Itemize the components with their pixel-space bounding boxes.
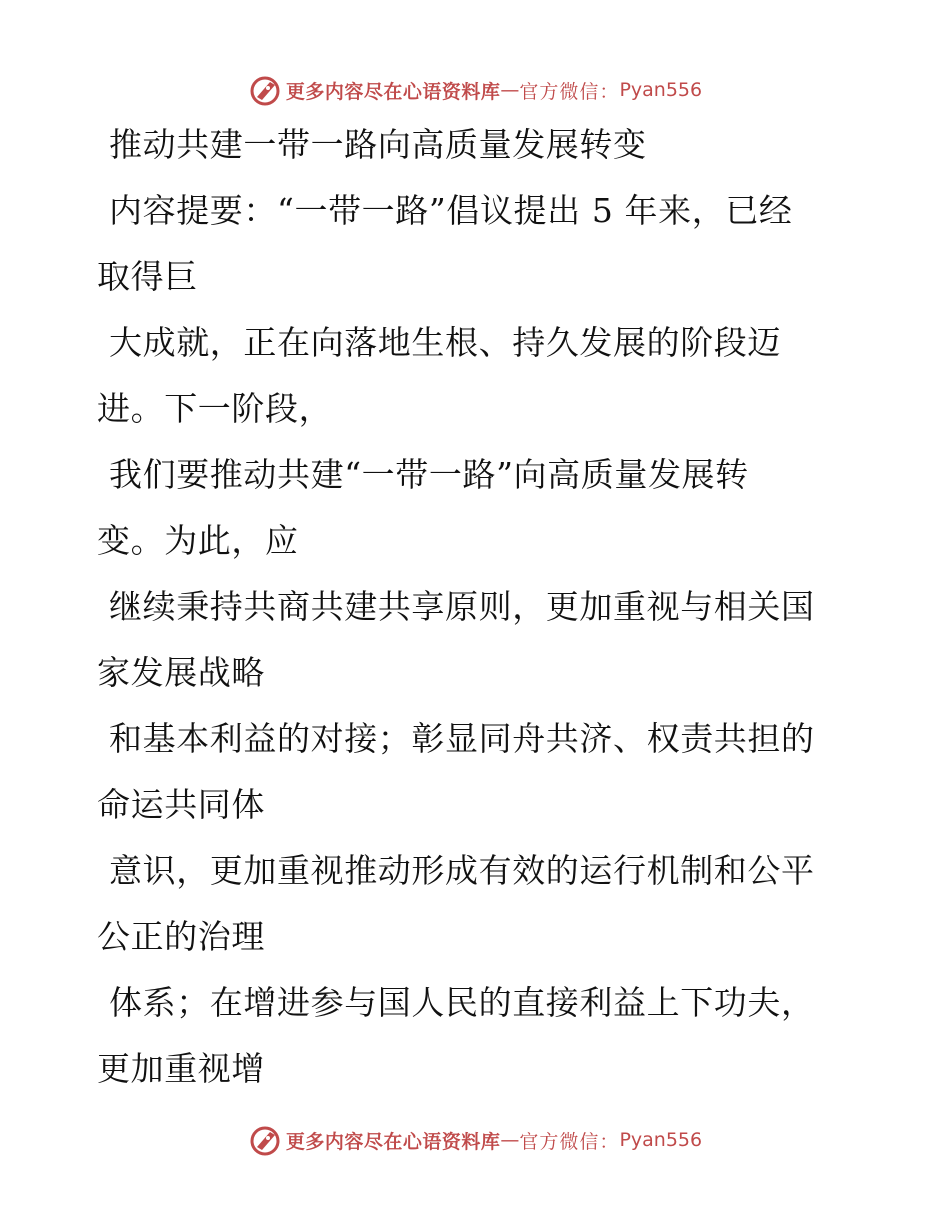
document-body bbox=[97, 112, 857, 1102]
banner-separator: — bbox=[500, 79, 520, 101]
paragraph-line: 家发展战略 bbox=[97, 653, 265, 692]
paragraph-line: 公正的治理 bbox=[97, 917, 265, 956]
paragraph-line: 和基本利益的对接；彰显同舟共济、权责共担的 bbox=[109, 719, 815, 758]
header-banner bbox=[0, 72, 950, 108]
paragraph-line: 取得巨 bbox=[97, 257, 198, 296]
footer-banner bbox=[0, 1122, 950, 1158]
paragraph-line: 继续秉持共商共建共享原则，更加重视与相关国 bbox=[109, 587, 815, 626]
banner-official-label: 官方微信： bbox=[519, 80, 620, 103]
document-title: 推动共建一带一路向高质量发展转变 bbox=[109, 125, 647, 164]
paragraph-line: 我们要推动共建“一带一路”向高质量发展转 bbox=[109, 455, 749, 494]
pen-nib-circle-icon bbox=[248, 73, 282, 107]
paragraph-line: 意识，更加重视推动形成有效的运行机制和公平 bbox=[109, 851, 815, 890]
paragraph-line: 命运共同体 bbox=[97, 785, 265, 824]
paragraph-line: 体系；在增进参与国人民的直接利益上下功夫， bbox=[109, 983, 815, 1022]
paragraph-line: 变。为此，应 bbox=[97, 521, 299, 560]
paragraph-line: 更加重视增 bbox=[97, 1049, 265, 1088]
banner-brand-text: 更多内容尽在心语资料库 bbox=[285, 80, 501, 103]
banner-official-label: 官方微信： bbox=[519, 1130, 620, 1153]
pen-nib-circle-icon bbox=[248, 1123, 282, 1157]
paragraph-line: 进。下一阶段， bbox=[97, 389, 333, 428]
paragraph-line: 大成就，正在向落地生根、持久发展的阶段迈 bbox=[109, 323, 781, 362]
banner-separator: — bbox=[500, 1129, 520, 1151]
paragraph-line: 内容提要：“一带一路”倡议提出 5 年来，已经 bbox=[109, 191, 793, 230]
banner-brand-text: 更多内容尽在心语资料库 bbox=[285, 1130, 501, 1153]
banner-wechat-id: Pyan556 bbox=[619, 79, 703, 101]
banner-wechat-id: Pyan556 bbox=[619, 1129, 703, 1151]
